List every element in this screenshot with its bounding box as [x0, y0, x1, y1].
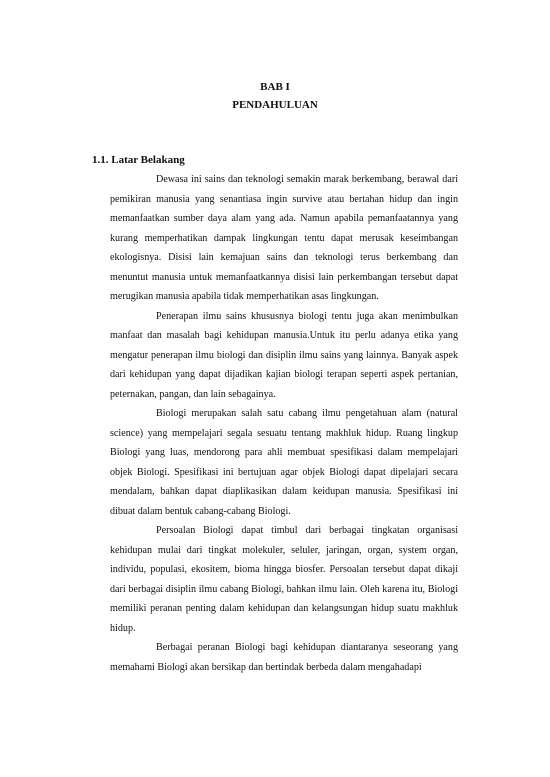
chapter-label: BAB I — [260, 81, 290, 93]
body-text — [110, 170, 458, 677]
chapter-title: PENDAHULUAN — [232, 99, 318, 111]
paragraph: Penerapan ilmu sains khususnya biologi tentu juga akan menimbulkan manfaat dan masalah bagi kehidupan manusia.Untuk itu perlu adanya etika yang mengatur penerapan ilmu biologi dan disiplin ilmu sains yang lainnya. Banyak aspek dari kehidupan yang dapat dijadikan kajian biologi terapan seperti aspek pertanian, peternakan, pangan, dan lain sebagainya. — [110, 310, 458, 400]
section-heading: 1.1. Latar Belakang — [92, 154, 185, 166]
paragraph: Berbagai peranan Biologi bagi kehidupan diantaranya seseorang yang memahami Biologi akan bersikap dan bertindak berbeda dalam mengahadapi — [110, 642, 458, 673]
paragraph: Biologi merupakan salah satu cabang ilmu pengetahuan alam (natural science) yang mempelajari segala sesuatu tentang makhluk hidup. Ruang lingkup Biologi yang luas, mendorong para ahli membuat spesifikasi dalam mempelajari objek Biologi. Spesifikasi ini bertujuan agar objek Biologi dapat dipelajari secara mendalam, bahkan dapat diaplikasikan dalam keidupan manusia. Spesifikasi ini dibuat dalam bentuk cabang-cabang Biologi. — [110, 408, 458, 517]
paragraph: Persoalan Biologi dapat timbul dari berbagai tingkatan organisasi kehidupan mulai dari tingkat molekuler, seluler, jaringan, organ, system organ, individu, populasi, ekositem, bioma hingga biosfer. Persoalan tersebut dapat dikaji dari berbagai disiplin ilmu cabang Biologi, bahkan ilmu lain. Oleh karena itu, Biologi memiliki peranan penting dalam kehidupan dan kelangsungan hidup suatu makhluk hidup. — [110, 525, 458, 634]
paragraph: Dewasa ini sains dan teknologi semakin marak berkembang, berawal dari pemikiran manusia yang senantiasa ingin survive atau bertahan hidup dan ingin memanfaatkan sumber daya alam yang ada. Namun apabila pemanfaatannya yang kurang memperhatikan dampak lingkungan tentu dapat merusak keseimbangan ekologisnya. Disisi lain kemajuan sains dan teknologi terus berkembang dan menuntut manusia untuk memanfaatkannya disisi lain perkembangan tersebut dapat merugikan manusia apabila tidak memperhatikan asas lingkungan. — [110, 174, 458, 302]
